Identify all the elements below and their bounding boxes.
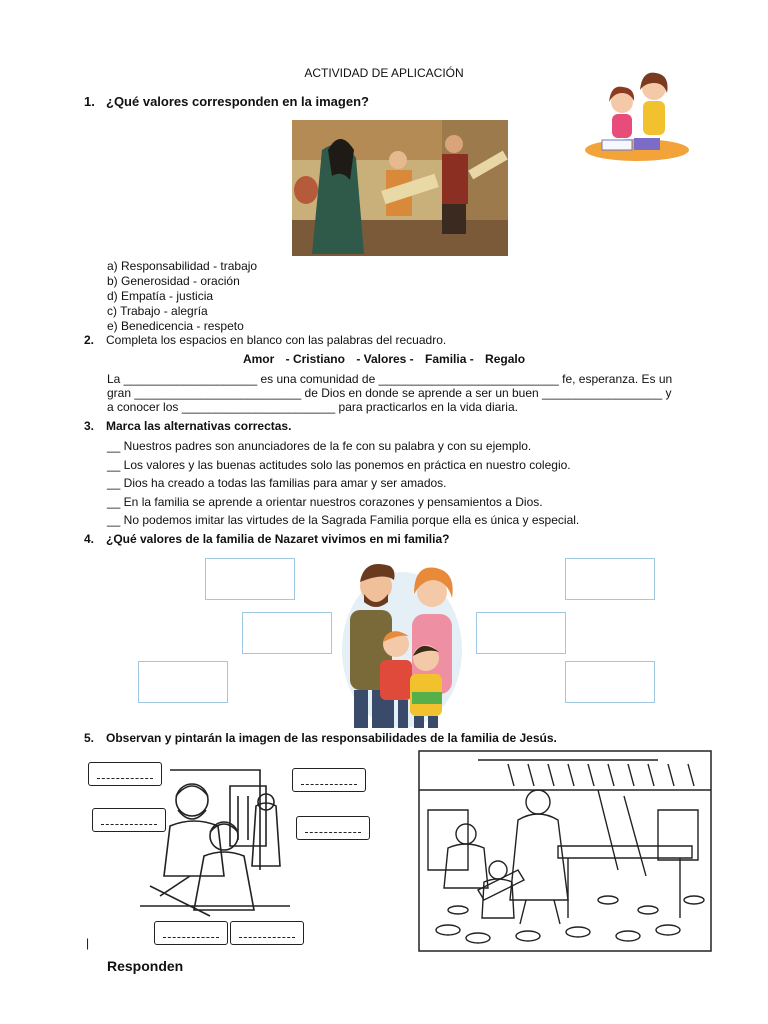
label-tag-3[interactable] [292, 768, 366, 792]
question-1-options [107, 259, 257, 334]
holy-family-workshop-image [292, 120, 508, 256]
question-4-number: 4. [84, 532, 95, 546]
family-illustration [340, 550, 465, 728]
value-box-5[interactable] [476, 612, 566, 654]
statement-2[interactable]: __ Los valores y las buenas actitudes solo las ponemos en práctica en nuestro colegio. [107, 457, 571, 472]
question-1 [84, 94, 369, 109]
word-bank [0, 352, 768, 366]
question-3 [84, 419, 291, 433]
carpentry-coloring-image [130, 766, 300, 926]
question-3-text: Marca las alternativas correctas. [106, 419, 292, 433]
fill-line-2: gran _________________________ de Dios en donde se aprende a ser un buen __________________ y [107, 386, 672, 400]
option-d: d) Empatía - justicia [107, 289, 214, 303]
question-3-number: 3. [84, 419, 95, 433]
statement-5[interactable]: __ No podemos imitar las virtudes de la Sagrada Familia porque ella es única y especial. [107, 513, 580, 527]
label-tag-4[interactable] [296, 816, 370, 840]
word-regalo: Regalo [485, 352, 526, 366]
word-cristiano: - Cristiano [285, 352, 345, 366]
question-5 [84, 731, 557, 745]
value-box-6[interactable] [565, 661, 655, 703]
question-5-text: Observan y pintarán la imagen de las responsabilidades de la familia de Jesús. [106, 731, 557, 745]
statement-1[interactable]: __ Nuestros padres son anunciadores de la fe con su palabra y con su ejemplo. [107, 439, 532, 453]
question-2 [84, 333, 446, 347]
question-2-number: 2. [84, 333, 95, 347]
value-box-4[interactable] [565, 558, 655, 600]
question-4 [84, 532, 449, 546]
option-c: c) Trabajo - alegría [107, 304, 208, 318]
word-amor: Amor [242, 352, 275, 366]
page-title: ACTIVIDAD DE APLICACIÓN [304, 66, 464, 80]
label-tag-6[interactable] [230, 921, 304, 945]
value-box-2[interactable] [242, 612, 332, 654]
responden-heading: Responden [107, 958, 184, 974]
option-a: a) Responsabilidad - trabajo [107, 259, 258, 273]
question-1-text: ¿Qué valores corresponden en la imagen? [106, 94, 369, 109]
statement-3[interactable]: __ Dios ha creado a todas las familias para amar y ser amados. [107, 476, 447, 490]
separator-mark: | [86, 936, 90, 950]
label-tag-2[interactable] [92, 808, 166, 832]
value-box-1[interactable] [205, 558, 295, 600]
option-e: e) Benedicencia - respeto [107, 319, 244, 333]
word-familia: Familia - [425, 352, 474, 366]
true-false-list [107, 437, 579, 530]
value-box-3[interactable] [138, 661, 228, 703]
fill-line-3: a conocer los _______________________ para practicarlos en la vida diaria. [107, 400, 518, 414]
girls-reading-illustration [582, 66, 692, 166]
fill-line-1: La ____________________ es una comunidad de ___________________________ fe, esperanza. Es un [107, 372, 673, 386]
fill-in-paragraph [107, 372, 672, 414]
workshop-coloring-image [418, 750, 712, 952]
label-tag-5[interactable] [154, 921, 228, 945]
word-valores: - Valores - [356, 352, 414, 366]
question-2-text: Completa los espacios en blanco con las palabras del recuadro. [106, 333, 447, 347]
question-5-number: 5. [84, 731, 95, 745]
question-1-number: 1. [84, 94, 95, 109]
label-tag-1[interactable] [88, 762, 162, 786]
statement-4[interactable]: __ En la familia se aprende a orientar nuestros corazones y pensamientos a Dios. [107, 494, 543, 509]
question-4-text: ¿Qué valores de la familia de Nazaret vivimos en mi familia? [106, 532, 450, 546]
option-b: b) Generosidad - oración [107, 274, 240, 288]
